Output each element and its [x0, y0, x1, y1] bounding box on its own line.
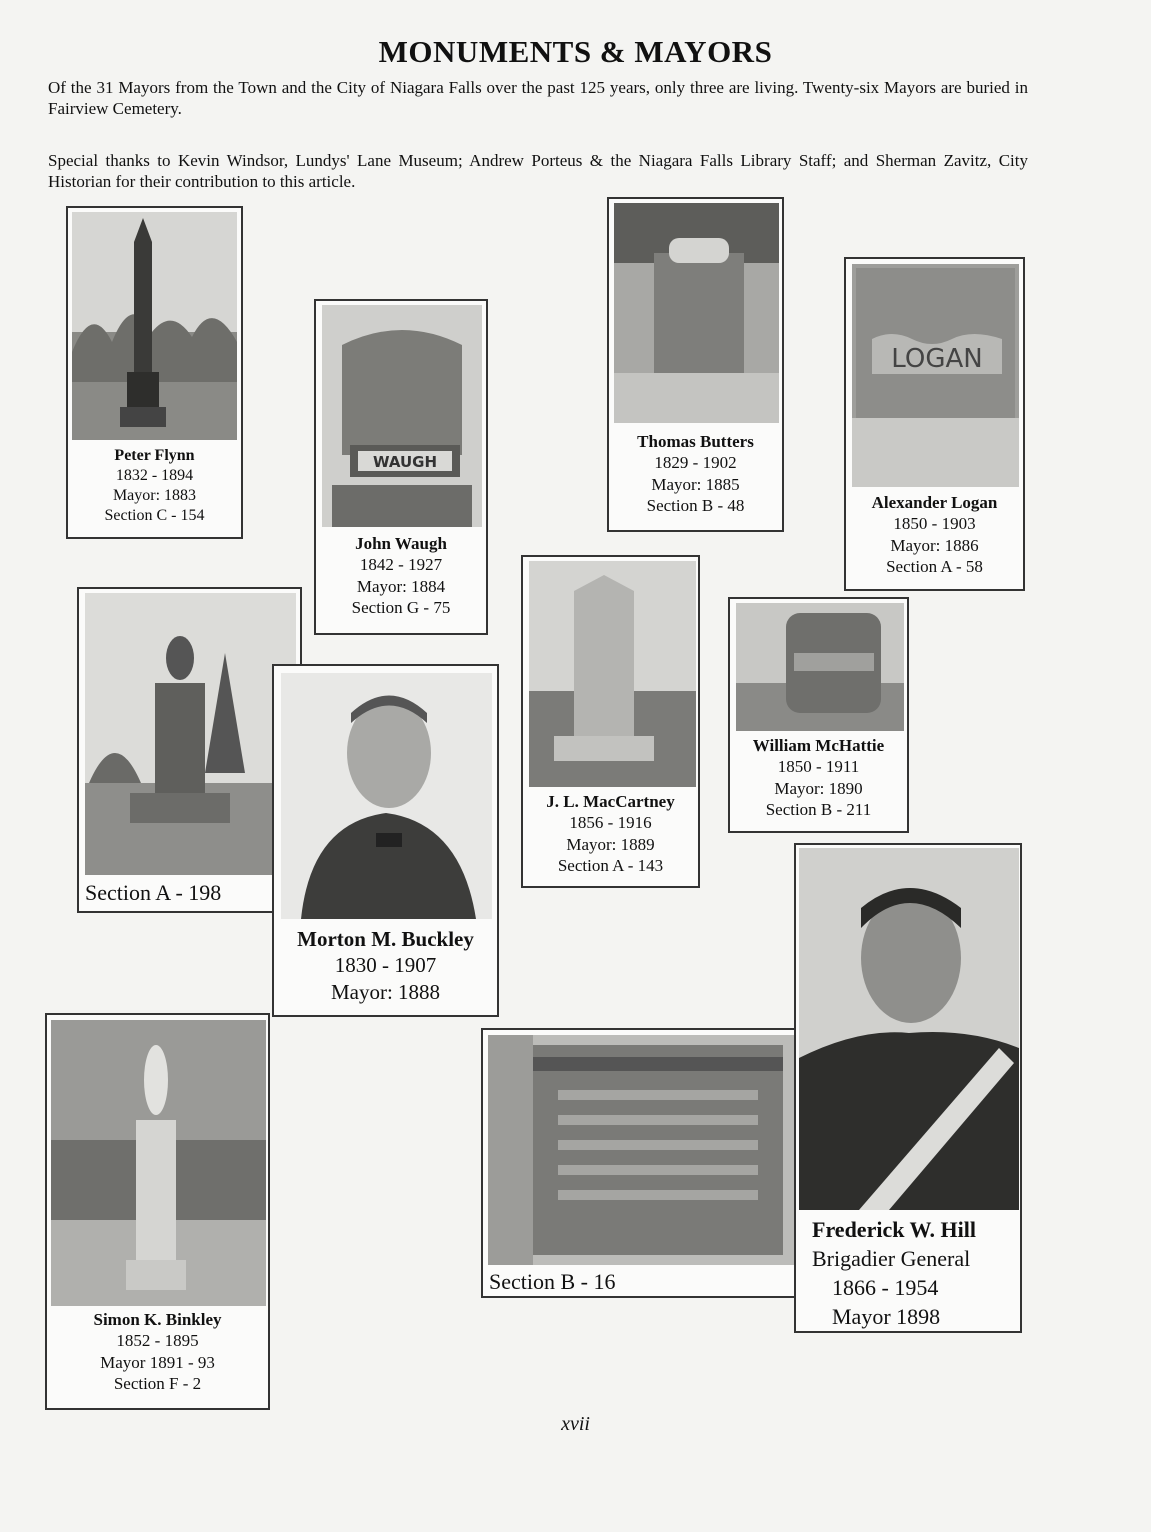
cemetery-section: Section A - 58 [886, 556, 983, 576]
card-peter-flynn [66, 206, 243, 539]
mayor-name: Simon K. Binkley [93, 1310, 222, 1329]
life-years: 1842 - 1927 [359, 555, 443, 575]
life-years: 1850 - 1911 [777, 757, 860, 777]
card-hill-monument [481, 1028, 801, 1298]
life-years: 1832 - 1894 [115, 467, 194, 484]
mayor-year: Mayor 1891 - 93 [100, 1352, 215, 1372]
mayor-name: John Waugh [355, 534, 447, 553]
card-william-mchattie [728, 597, 909, 833]
mayor-year: Mayor: 1890 [774, 778, 863, 798]
mayor-year: Mayor: 1886 [890, 535, 979, 555]
life-years: 1850 - 1903 [893, 514, 976, 534]
card-alexander-logan [844, 257, 1025, 591]
cemetery-section: Section C - 154 [104, 507, 205, 524]
mayor-year: Mayor: 1885 [651, 474, 740, 494]
cemetery-section: Section G - 75 [351, 597, 451, 617]
mayor-year: Mayor: 1888 [330, 979, 441, 1004]
stone-inscription: WAUGH [372, 453, 438, 471]
cemetery-section: Section A - 198 [85, 880, 222, 905]
intro-paragraph: Of the 31 Mayors from the Town and the City of Niagara Falls over the past 125 years, only three are living. Twenty-six Mayors are buried in Fairview Cemetery. [48, 78, 1028, 118]
cemetery-section: Section B - 211 [765, 799, 872, 819]
logan-headstone-photo [852, 264, 1019, 487]
mayor-name: Alexander Logan [871, 493, 998, 512]
life-years: 1866 - 1954 [832, 1275, 939, 1301]
mayor-year: Mayor 1898 [832, 1304, 941, 1330]
card-simon-binkley [45, 1013, 270, 1410]
card-frederick-hill [794, 843, 1022, 1333]
hill-headstone-photo [488, 1035, 796, 1265]
mayor-year: Mayor: 1884 [356, 576, 446, 596]
page-number: xvii [561, 1413, 590, 1435]
mchattie-headstone-photo [736, 603, 904, 731]
card-thomas-butters [607, 197, 784, 532]
card-jl-maccartney [521, 555, 700, 888]
cemetery-section: Section A - 143 [557, 855, 664, 875]
hill-portrait-photo [799, 848, 1019, 1210]
card-john-waugh [314, 299, 488, 635]
obelisk-monument-photo [72, 212, 237, 440]
life-years: 1830 - 1907 [334, 953, 437, 978]
mayor-year: Mayor: 1883 [112, 487, 197, 504]
maccartney-headstone-photo [529, 561, 696, 787]
mayor-name: Frederick W. Hill [812, 1217, 976, 1242]
mayor-year: Mayor: 1889 [566, 834, 655, 854]
buckley-monument-photo [85, 593, 296, 875]
thanks-paragraph: Special thanks to Kevin Windsor, Lundys' Lane Museum; Andrew Porteus & the Niagara Falls Library Staff; and Sherman Zavitz, City Historian for their contribution to this article. [48, 151, 1028, 191]
waugh-headstone-photo [322, 305, 482, 527]
mayor-name: J. L. MacCartney [546, 792, 675, 811]
life-years: 1856 - 1916 [569, 813, 652, 833]
cemetery-section: Section F - 2 [113, 1373, 202, 1393]
military-rank: Brigadier General [812, 1246, 971, 1272]
mayor-name: Morton M. Buckley [297, 927, 474, 951]
life-years: 1829 - 1902 [654, 453, 737, 473]
buckley-portrait-photo [281, 673, 492, 919]
stone-inscription: LOGAN [891, 344, 983, 374]
butters-headstone-photo [614, 203, 779, 423]
mayor-name: Peter Flynn [114, 447, 195, 464]
cemetery-section: Section B - 16 [489, 1269, 616, 1294]
mayor-name: Thomas Butters [637, 432, 754, 451]
card-buckley-monument [77, 587, 302, 913]
cemetery-section: Section B - 48 [646, 495, 745, 515]
mayor-name: William McHattie [752, 736, 885, 755]
card-morton-buckley [272, 664, 499, 1017]
binkley-statue-photo [51, 1020, 266, 1306]
page-title: MONUMENTS & MAYORS [378, 34, 773, 69]
life-years: 1852 - 1895 [116, 1331, 199, 1351]
